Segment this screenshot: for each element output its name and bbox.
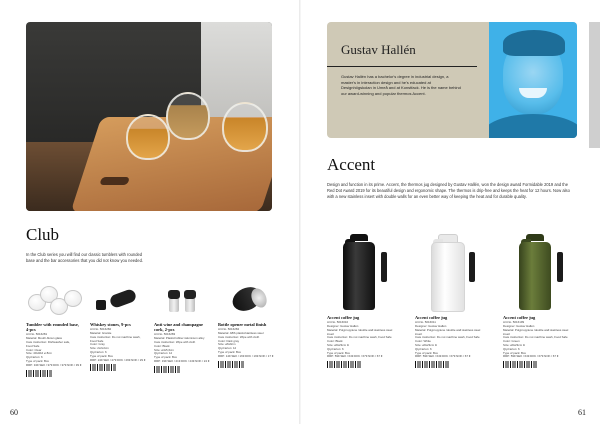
spec-line: Food Safe — [90, 339, 104, 343]
barcode-icon — [90, 364, 116, 371]
spec-line: Type of pack: Box — [154, 356, 177, 360]
spec-line: Care instruction: Do not machine wash, Food Safe — [503, 336, 568, 340]
portrait-hair — [503, 30, 565, 56]
whiskey-stones-icon — [90, 282, 147, 319]
spec-line: Type of pack: Box — [26, 359, 49, 363]
barcode-icon — [503, 361, 537, 368]
pouch — [109, 288, 138, 309]
page-edge-tab — [589, 22, 600, 148]
spec-line: Art.No. 5016282 — [90, 328, 112, 332]
accent-intro-text: Design and function in its prime. Accent, the thermos jug designed by Gustav Hallén, won the design award Formidable 2019 and the Red Dot Award 2019 for its beautiful design and ergonomic shape. The thermos is drip-free and keeps the heat for 12 hours. Now also with a new stainless insert with double walls for an even better way of keeping the heat and for durable quality. — [327, 182, 570, 199]
jug — [517, 234, 553, 310]
spec-line: RRP: 349 SEK / 379 DKK / 379 NOK / 39 € — [26, 363, 82, 367]
tumbler-glass — [126, 114, 170, 160]
spec-line: Designer: Gustav Hallén — [503, 325, 535, 328]
spec-line: Designer: Gustav Hallén — [327, 325, 359, 328]
spec-line: Material: Granite — [90, 332, 112, 335]
portrait-shoulders — [489, 114, 577, 138]
spec-line: insert — [327, 332, 335, 336]
spec-line: Type of pack: Box — [503, 351, 526, 355]
spec-line: Size: 40x40cl ø 8cm — [26, 352, 53, 356]
designer-card — [327, 22, 577, 138]
spec-line: RRP: 599 SEK / 649 DKK / 679 NOK / 67 € — [503, 355, 559, 359]
barcode-icon — [218, 361, 244, 368]
spec-line: Qty/carton: 6 — [415, 347, 432, 351]
product-specs — [218, 328, 275, 358]
spec-line: Color: Black — [154, 344, 170, 348]
spec-line: Material: Polypropylene /double wall stainless steel — [503, 328, 569, 332]
spec-line: Qty/carton: 6 — [503, 347, 520, 351]
spec-line: Art.No. 5016281 — [26, 333, 48, 337]
spec-line: Material: Polypropylene /double wall stainless steel — [327, 328, 393, 332]
accent-product-list — [327, 230, 577, 368]
product-card — [26, 282, 83, 377]
spec-line: RRP: 149 SEK / 169 DKK / 199 NOK / 17 € — [218, 354, 274, 358]
product-specs — [327, 321, 401, 359]
barcode-icon — [327, 361, 361, 368]
bottle-opener-icon — [218, 282, 275, 319]
barcode-icon — [26, 370, 52, 377]
product-specs — [90, 328, 147, 362]
spec-line: Material: Plastic/rubber /aluminum alloy — [154, 337, 205, 341]
spec-line: Color: Black — [327, 340, 343, 344]
spec-line: Color: White — [415, 340, 431, 344]
coffee-jug-icon — [415, 230, 489, 312]
spec-line: Color: Green — [503, 340, 520, 344]
spec-line: RRP: 599 SEK / 649 DKK / 679 NOK / 67 € — [327, 355, 383, 359]
product-specs — [26, 333, 83, 367]
spec-line: insert — [415, 332, 423, 336]
spec-line: Care instruction: Do not machine wash, Food Safe — [415, 336, 480, 340]
spec-line: Size: ø4x5,6cm — [154, 348, 174, 352]
tumbler-glass — [222, 102, 268, 152]
spec-line: Size: ø6x9cm — [218, 343, 236, 347]
page-number-right: 61 — [578, 408, 586, 417]
spec-line: Size: ø9x23cm 1l — [415, 343, 438, 347]
designer-portrait — [489, 22, 577, 138]
spec-line: Qty/carton: 6 — [90, 350, 107, 354]
tray-handle-hole — [99, 177, 130, 185]
designer-bio: Gustav Hallén has a bachelor's degree in industrial design, a master's in interaction design and he's educated at Designhögskolan in Umeå and at Konstfack. He is the name behind our award-winning and popular thermos Accent. — [341, 74, 461, 96]
spec-line: RRP: 599 SEK / 649 DKK / 679 NOK / 67 € — [415, 355, 471, 359]
product-card — [154, 282, 211, 377]
product-card — [90, 282, 147, 377]
spec-line: Color: Gray — [90, 343, 105, 347]
product-specs — [154, 333, 211, 363]
product-specs — [415, 321, 489, 359]
spec-line: Qty/carton: 6 — [327, 347, 344, 351]
spec-line: Qty/carton: 12 — [218, 347, 237, 351]
product-name: Whiskey stones, 9-pcs — [90, 322, 131, 327]
spec-line: Size: 2x2x2cm — [90, 347, 109, 351]
spec-line: Care instruction: Dishwasher safe, — [26, 341, 71, 344]
product-specs — [503, 321, 577, 359]
spec-line: Material: Polypropylene /double wall stainless steel — [415, 328, 481, 332]
spec-line: Color: Dark gray — [218, 339, 240, 343]
spec-line: Art.No. 5016284 — [218, 328, 240, 332]
spec-line: Material: ABS plastic/stainless steel — [218, 332, 264, 335]
spec-line: Size: ø9x23cm 1l — [503, 343, 526, 347]
club-lifestyle-photo — [26, 22, 272, 211]
page-number-left: 60 — [10, 408, 18, 417]
spec-line: Food Safe — [26, 344, 40, 348]
spec-line: Care instruction: Wipe with cloth — [154, 341, 196, 344]
barcode-icon — [154, 366, 180, 373]
product-card — [218, 282, 275, 377]
spec-line: Type of pack: Box — [218, 350, 241, 354]
product-name: Accent coffee jug — [503, 315, 536, 320]
spec-line: Designer: Gustav Hallén — [415, 325, 447, 328]
spec-line: RRP: 199 SEK / 219 DKK / 249 NOK / 24 € — [154, 359, 210, 363]
coffee-jug-icon — [327, 230, 401, 312]
spec-line: Care instruction: Do not machine wash, Food Safe — [327, 336, 392, 340]
product-name: Tumbler with rounded base, 4-pcs — [26, 322, 79, 333]
spec-line: Color: Clear — [26, 348, 42, 352]
spec-line: Art.No. 5016011 — [415, 321, 436, 325]
spec-line: Type of pack: Box — [415, 351, 438, 355]
spec-line: Care instruction: Do not machine wash, — [90, 335, 141, 339]
spec-line: Art.No. 5016010 — [327, 321, 349, 325]
section-title-accent: Accent — [327, 155, 376, 174]
spec-line: Qty/carton: 6 — [26, 356, 43, 360]
product-name: Bottle opener metal finish — [218, 322, 267, 327]
product-name: Accent coffee jug — [415, 315, 448, 320]
stopper — [184, 290, 196, 312]
spec-line: Material: Mouth-blown glass — [26, 337, 62, 341]
stone — [96, 300, 106, 310]
barcode-icon — [415, 361, 449, 368]
divider — [327, 66, 477, 67]
section-title-club: Club — [26, 225, 60, 244]
spec-line: Art.No. 5016199 — [503, 321, 525, 325]
product-name: Anti wine and champagne cork, 2-pcs — [154, 322, 203, 333]
jug — [429, 234, 465, 310]
product-card — [415, 230, 489, 368]
spec-line: Type of pack: Box — [327, 351, 350, 355]
bottle-stopper-icon — [154, 282, 211, 319]
designer-name: Gustav Hallén — [341, 42, 416, 57]
spec-line: Qty/carton: 12 — [154, 352, 173, 356]
page-gutter — [299, 0, 301, 424]
spec-line: insert — [503, 332, 511, 336]
product-name: Accent coffee jug — [327, 315, 360, 320]
tumbler-glasses-icon — [26, 282, 83, 319]
tumbler-glass-nuts — [166, 92, 210, 140]
spec-line: Type of pack: Box — [90, 354, 113, 358]
product-card — [503, 230, 577, 368]
spec-line: RRP: 249 SEK / 279 DKK / 299 NOK / 29 € — [90, 358, 146, 362]
jug — [341, 234, 377, 310]
spec-line: Size: ø9x23cm 1l — [327, 343, 350, 347]
mini-glass — [64, 290, 82, 307]
coffee-jug-icon — [503, 230, 577, 312]
club-intro-text: In the Club series you will find our classic tumblers with rounded base and the bar accessories that you did not know you needed. — [26, 252, 143, 263]
spec-line: Care instruction: Wipe with cloth — [218, 335, 260, 339]
club-product-list — [26, 282, 275, 377]
stopper — [168, 290, 180, 312]
spec-line: Art.No. 5016283 — [154, 333, 176, 337]
product-card — [327, 230, 401, 368]
